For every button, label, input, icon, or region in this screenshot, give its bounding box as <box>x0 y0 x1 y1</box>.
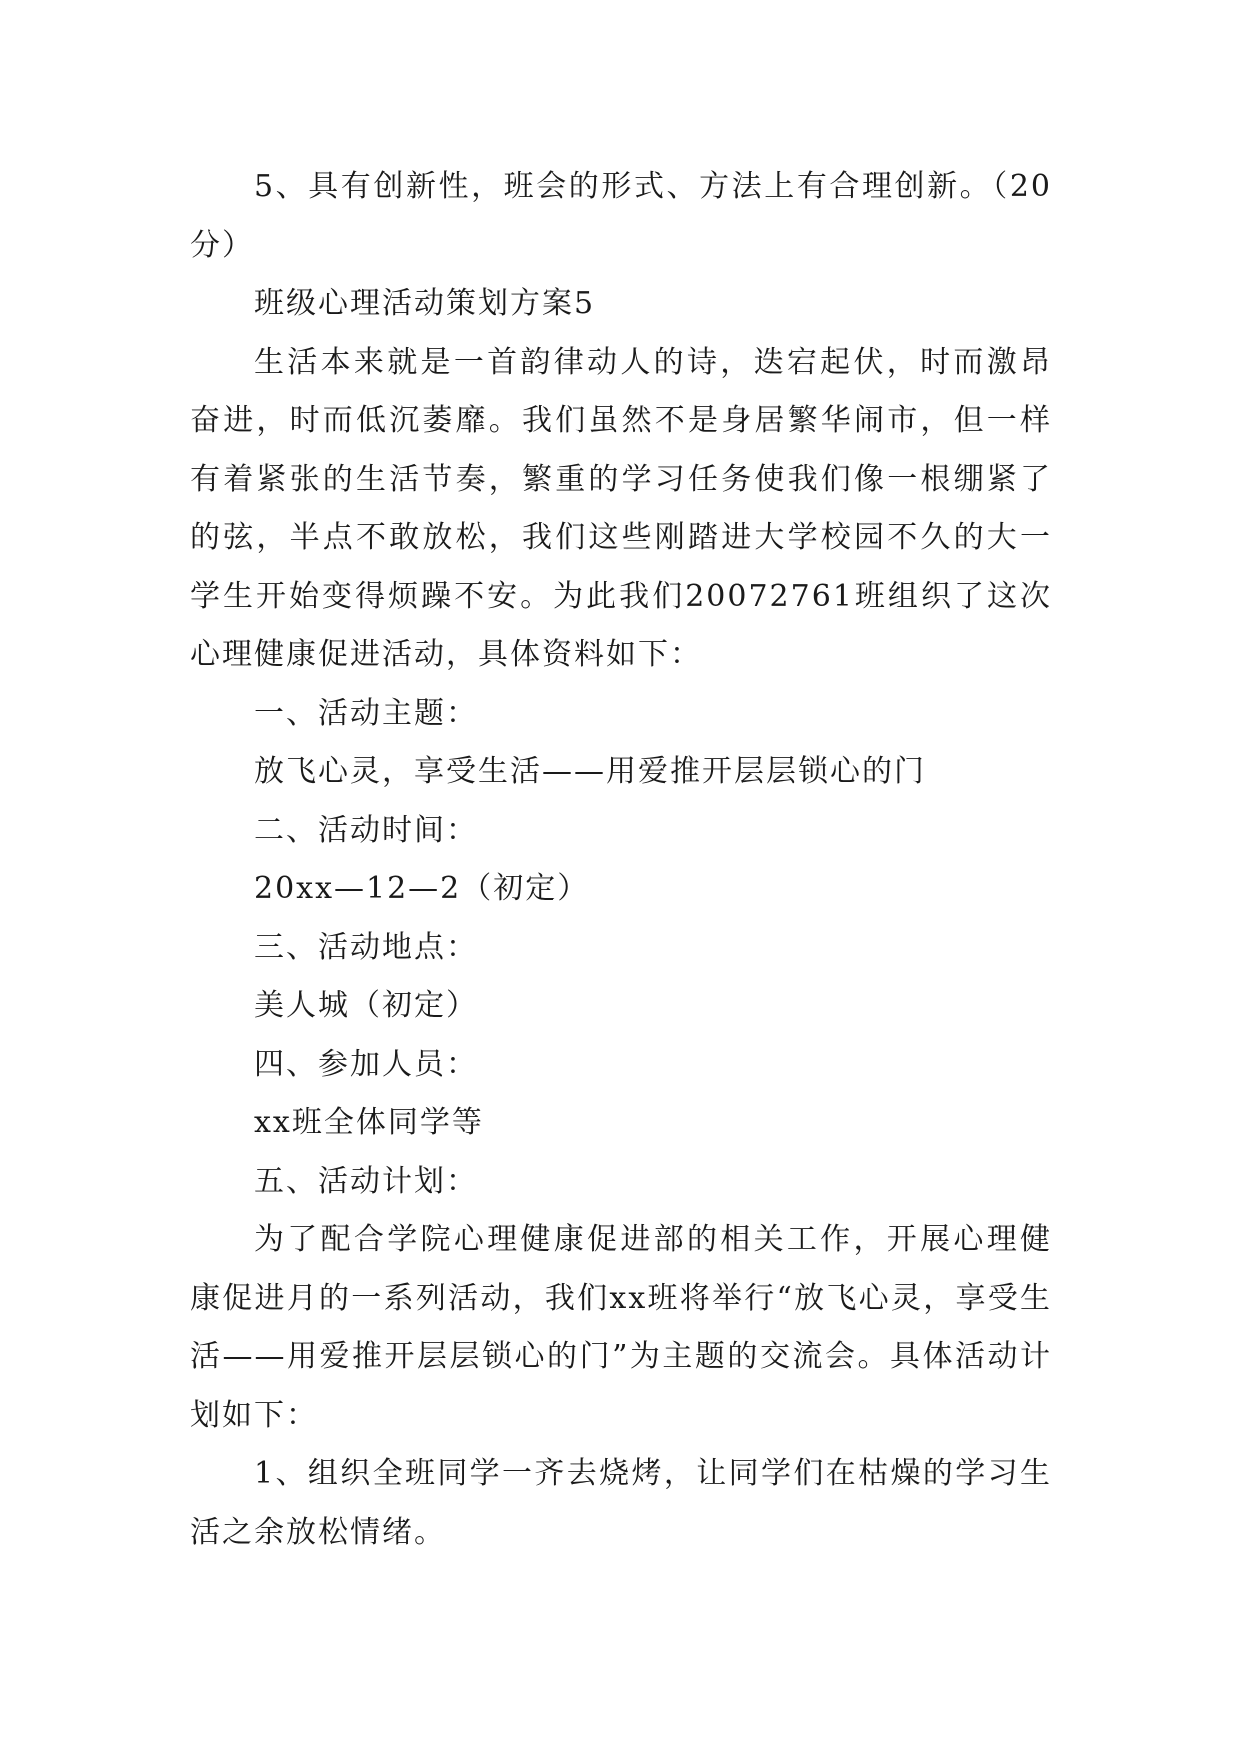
plan-item-1: 1、组织全班同学一齐去烧烤，让同学们在枯燥的学习生活之余放松情绪。 <box>190 1456 1052 1550</box>
heading-activity-time: 二、活动时间： <box>254 812 478 848</box>
document-body <box>190 158 1052 1562</box>
section-heading-plan-5: 班级心理活动策划方案5 <box>254 286 596 321</box>
activity-plan-paragraph: 为了配合学院心理健康促进部的相关工作，开展心理健康促进月的一系列活动，我们xx班将举行“放飞心灵，享受生活——用爱推开层层锁心的门”为主题的交流会。具体活动计划如下： <box>190 1222 1052 1433</box>
activity-time-text: 20xx—12—2（初定） <box>254 871 590 906</box>
heading-participants: 四、参加人员： <box>254 1046 478 1082</box>
paragraph-criterion-5: 5、具有创新性，班会的形式、方法上有合理创新。（20分） <box>190 169 1052 263</box>
heading-activity-plan: 五、活动计划： <box>254 1163 478 1199</box>
heading-activity-location: 三、活动地点： <box>254 929 478 965</box>
heading-activity-theme: 一、活动主题： <box>254 695 478 731</box>
activity-theme-text: 放飞心灵，享受生活——用爱推开层层锁心的门 <box>254 754 926 789</box>
paragraph-introduction: 生活本来就是一首韵律动人的诗，迭宕起伏，时而激昂奋进，时而低沉萎靡。我们虽然不是身居繁华闹市，但一样有着紧张的生活节奏，繁重的学习任务使我们像一根绷紧了的弦，半点不敢放松，我们这些刚踏进大学校园不久的大一学生开始变得烦躁不安。为此我们20072761班组织了这次心理健康促进活动，具体资料如下： <box>190 344 1052 672</box>
activity-location-text: 美人城（初定） <box>254 988 478 1023</box>
participants-text: xx班全体同学等 <box>254 1105 484 1140</box>
